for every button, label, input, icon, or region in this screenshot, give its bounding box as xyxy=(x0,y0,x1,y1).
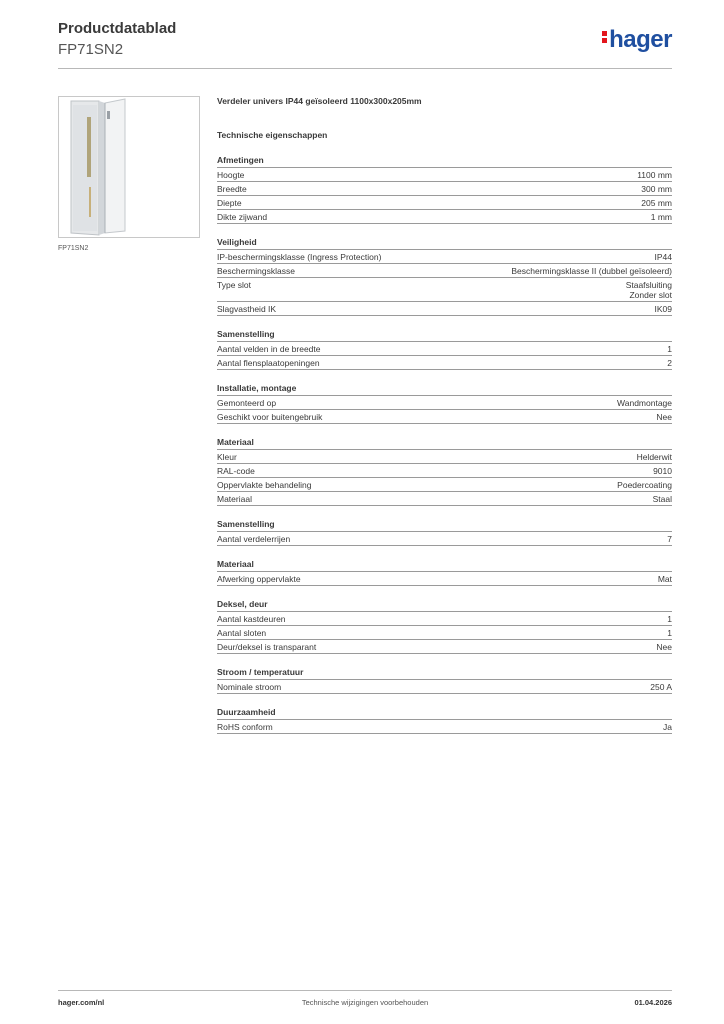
spec-label: Oppervlakte behandeling xyxy=(217,480,312,490)
spec-row xyxy=(217,720,672,734)
spec-group-title: Afmetingen xyxy=(217,154,672,168)
spec-value: IK09 xyxy=(654,304,672,314)
distribution-cabinet-image xyxy=(59,97,199,237)
hager-logo xyxy=(602,26,672,54)
spec-value: Wandmontage xyxy=(617,398,672,408)
spec-label: Materiaal xyxy=(217,494,252,504)
logo-text: hager xyxy=(609,26,672,53)
spec-label: IP-beschermingsklasse (Ingress Protection) xyxy=(217,252,382,262)
spec-value: Mat xyxy=(657,574,672,584)
spec-row xyxy=(217,278,672,302)
spec-value: 9010 xyxy=(653,466,672,476)
spec-value: 205 mm xyxy=(641,198,672,208)
spec-value: Staafsluiting Zonder slot xyxy=(625,280,672,300)
spec-group xyxy=(217,518,672,546)
spec-group-title: Deksel, deur xyxy=(217,598,672,612)
logo-dots-icon xyxy=(602,29,607,45)
spec-group xyxy=(217,558,672,586)
spec-value: Helderwit xyxy=(636,452,672,462)
spec-group xyxy=(217,436,672,506)
product-image-caption: FP71SN2 xyxy=(58,245,89,252)
spec-value: 250 A xyxy=(650,682,672,692)
spec-value: 1100 mm xyxy=(637,170,672,180)
spec-label: RAL-code xyxy=(217,466,255,476)
spec-row xyxy=(217,572,672,586)
spec-row xyxy=(217,396,672,410)
spec-value: 7 xyxy=(667,534,672,544)
spec-label: Aantal kastdeuren xyxy=(217,614,286,624)
spec-label: Aantal flensplaatopeningen xyxy=(217,358,320,368)
spec-group-title: Installatie, montage xyxy=(217,382,672,396)
spec-row xyxy=(217,210,672,224)
spec-groups xyxy=(217,154,672,734)
product-image xyxy=(58,96,200,238)
spec-group-title: Samenstelling xyxy=(217,518,672,532)
spec-label: Dikte zijwand xyxy=(217,212,268,222)
page-header xyxy=(58,20,672,70)
spec-value: 1 xyxy=(667,628,672,638)
footer-website: hager.com/nl xyxy=(58,998,105,1007)
header-divider xyxy=(58,68,672,69)
spec-group xyxy=(217,598,672,654)
spec-label: Kleur xyxy=(217,452,237,462)
spec-row xyxy=(217,492,672,506)
spec-value: Staal xyxy=(652,494,672,504)
spec-value: Ja xyxy=(663,722,672,732)
spec-group-title: Veiligheid xyxy=(217,236,672,250)
spec-value: 2 xyxy=(667,358,672,368)
spec-group-title: Stroom / temperatuur xyxy=(217,666,672,680)
spec-label: RoHS conform xyxy=(217,722,273,732)
spec-group xyxy=(217,328,672,370)
spec-group-title: Duurzaamheid xyxy=(217,706,672,720)
spec-row xyxy=(217,342,672,356)
footer-date: 01.04.2026 xyxy=(634,998,672,1007)
footer-divider xyxy=(58,990,672,991)
document-title: Productdatablad xyxy=(58,20,177,37)
spec-value: Nee xyxy=(656,412,672,422)
spec-value: Beschermingsklasse II (dubbel geïsoleerd) xyxy=(511,266,672,276)
spec-label: Deur/deksel is transparant xyxy=(217,642,317,652)
spec-value: Nee xyxy=(656,642,672,652)
spec-row xyxy=(217,640,672,654)
spec-group xyxy=(217,382,672,424)
spec-label: Diepte xyxy=(217,198,242,208)
spec-label: Aantal sloten xyxy=(217,628,267,638)
product-name: Verdeler univers IP44 geïsoleerd 1100x300x205mm xyxy=(217,96,422,106)
spec-group xyxy=(217,236,672,316)
spec-value: 1 xyxy=(667,344,672,354)
spec-group xyxy=(217,154,672,224)
spec-label: Gemonteerd op xyxy=(217,398,277,408)
spec-label: Afwerking oppervlakte xyxy=(217,574,301,584)
footer-note: Technische wijzigingen voorbehouden xyxy=(301,998,429,1007)
spec-row xyxy=(217,356,672,370)
spec-row xyxy=(217,450,672,464)
spec-label: Geschikt voor buitengebruik xyxy=(217,412,323,422)
spec-group-title: Samenstelling xyxy=(217,328,672,342)
spec-row xyxy=(217,302,672,316)
specifications xyxy=(217,94,672,734)
spec-row xyxy=(217,410,672,424)
spec-label: Slagvastheid IK xyxy=(217,304,277,314)
spec-row xyxy=(217,168,672,182)
spec-group-title: Materiaal xyxy=(217,558,672,572)
spec-row xyxy=(217,264,672,278)
spec-group xyxy=(217,706,672,734)
spec-label: Beschermingsklasse xyxy=(217,266,295,276)
spec-value: 1 mm xyxy=(650,212,672,222)
spec-label: Aantal velden in de breedte xyxy=(217,344,321,354)
spec-label: Nominale stroom xyxy=(217,682,282,692)
spec-row xyxy=(217,532,672,546)
spec-label: Aantal verdelerrijen xyxy=(217,534,291,544)
spec-row xyxy=(217,680,672,694)
spec-value: 300 mm xyxy=(641,184,672,194)
spec-label: Breedte xyxy=(217,184,247,194)
spec-row xyxy=(217,478,672,492)
spec-row xyxy=(217,250,672,264)
spec-row xyxy=(217,464,672,478)
spec-row xyxy=(217,612,672,626)
spec-value: IP44 xyxy=(654,252,672,262)
spec-group xyxy=(217,666,672,694)
spec-value: 1 xyxy=(667,614,672,624)
spec-label: Hoogte xyxy=(217,170,245,180)
spec-row xyxy=(217,182,672,196)
spec-group-title: Materiaal xyxy=(217,436,672,450)
spec-value: Poedercoating xyxy=(617,480,672,490)
product-code: FP71SN2 xyxy=(58,41,124,58)
spec-row xyxy=(217,626,672,640)
spec-row xyxy=(217,196,672,210)
spec-label: Type slot xyxy=(217,280,252,290)
section-heading: Technische eigenschappen xyxy=(217,130,328,140)
